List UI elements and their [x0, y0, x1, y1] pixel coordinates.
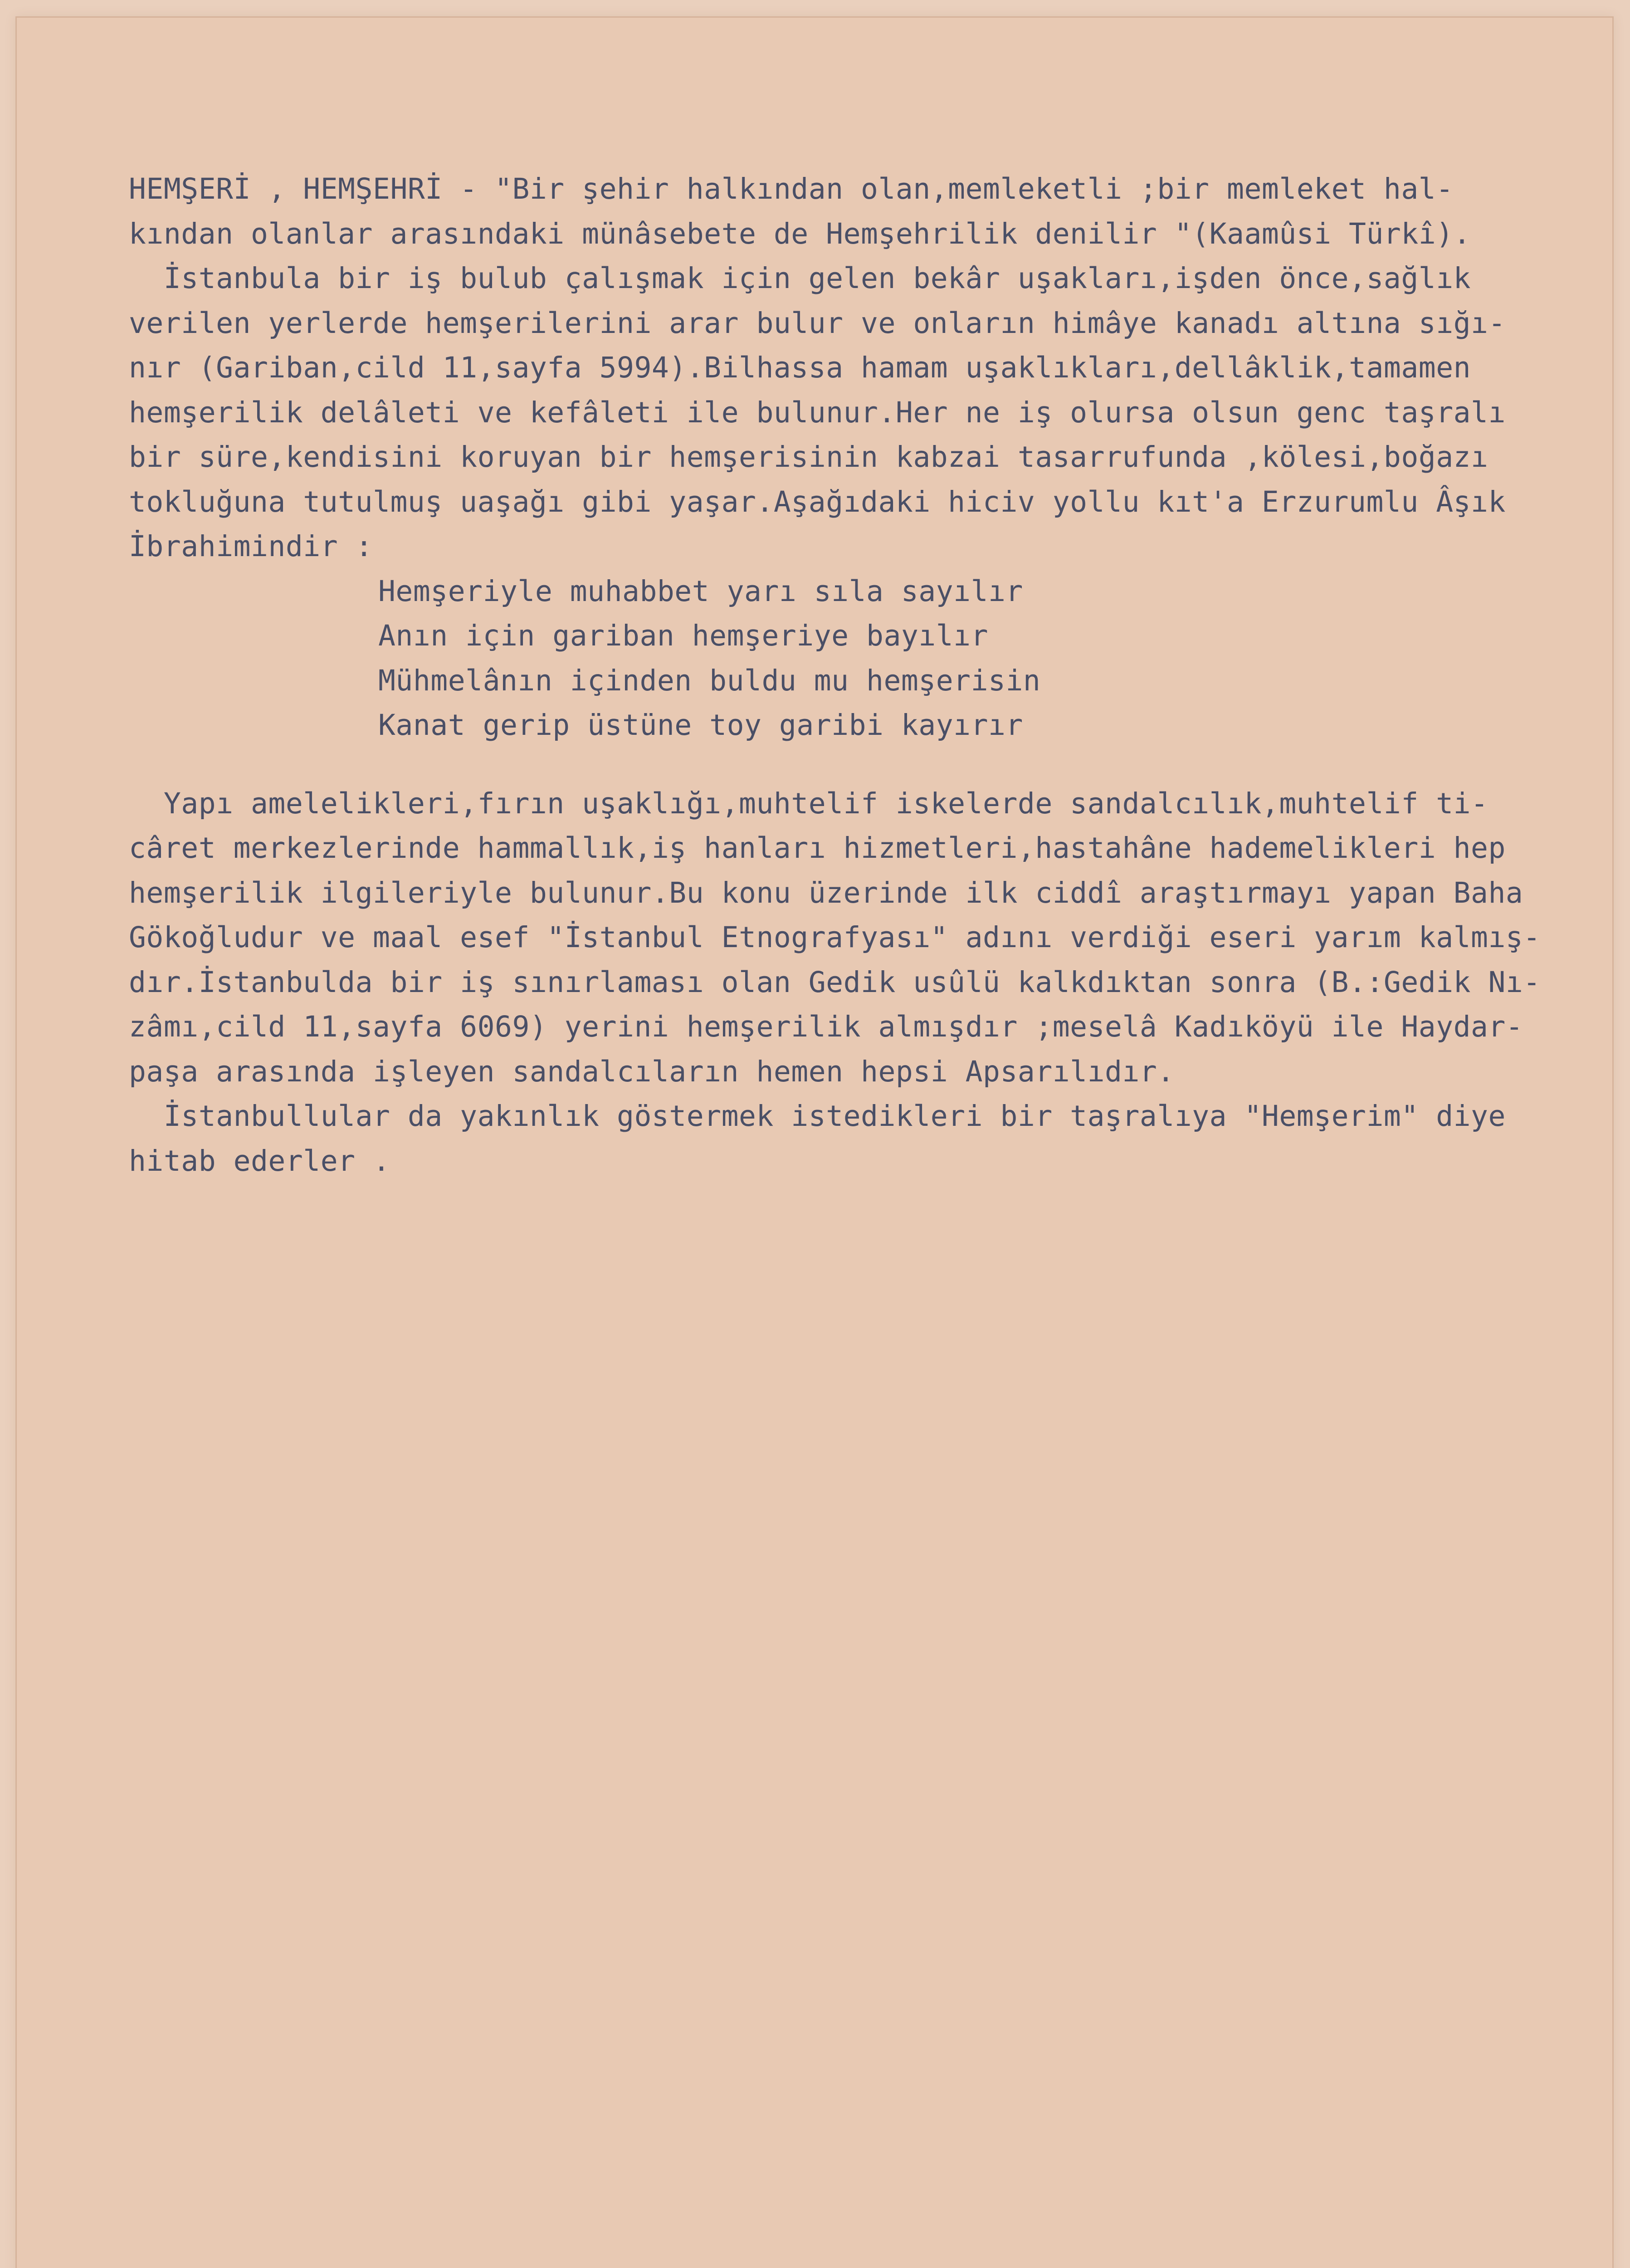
- paragraph-occupations: [129, 782, 1598, 1184]
- text-line: hemşerilik delâleti ve kefâleti ile bulunur.Her ne iş olursa olsun genc taşralı: [129, 396, 1506, 429]
- poem-line: Mühmelânın içinden buldu mu hemşerisin: [378, 664, 1041, 697]
- text-line: Yapı amelelikleri,fırın uşaklığı,muhtelif iskelerde sandalcılık,muhtelif ti-: [129, 787, 1488, 820]
- text-line: İstanbullular da yakınlık göstermek istedikleri bir taşralıya "Hemşerim" diye: [129, 1100, 1506, 1133]
- text-line: hemşerilik ilgileriyle bulunur.Bu konu üzerinde ilk ciddî araştırmayı yapan Baha: [129, 876, 1523, 909]
- text-line: nır (Gariban,cild 11,sayfa 5994).Bilhassa hamam uşaklıkları,dellâklik,tamamen: [129, 351, 1471, 384]
- text-line: kından olanlar arasındaki münâsebete de Hemşehrilik denilir "(Kaamûsi Türkî).: [129, 217, 1471, 250]
- typed-text-body: [129, 167, 1598, 1183]
- text-line: HEMŞERİ , HEMŞEHRİ - "Bir şehir halkından olan,memleketli ;bir memleket hal-: [129, 172, 1454, 205]
- spacer: [129, 748, 1598, 782]
- poem-line: Kanat gerip üstüne toy garibi kayırır: [378, 709, 1023, 742]
- text-line: hitab ederler .: [129, 1144, 390, 1178]
- poem-quatrain: [129, 569, 1598, 748]
- text-line: câret merkezlerinde hammallık,iş hanları hizmetleri,hastahâne hademelikleri hep: [129, 831, 1506, 865]
- text-line: bir süre,kendisini koruyan bir hemşerisinin kabzai tasarrufunda ,kölesi,boğazı: [129, 440, 1488, 474]
- text-line: İbrahimindir :: [129, 530, 373, 563]
- text-line: Gökoğludur ve maal esef "İstanbul Etnografyası" adını verdiği eseri yarım kalmış-: [129, 921, 1541, 954]
- poem-line: Hemşeriyle muhabbet yarı sıla sayılır: [378, 574, 1023, 608]
- typewritten-page: [15, 16, 1614, 2268]
- poem-line: Anın için gariban hemşeriye bayılır: [378, 619, 989, 652]
- text-line: tokluğuna tutulmuş uaşağı gibi yaşar.Aşağıdaki hiciv yollu kıt'a Erzurumlu Âşık: [129, 485, 1506, 518]
- paragraph-hemseri-definition: [129, 167, 1598, 569]
- text-line: paşa arasında işleyen sandalcıların hemen hepsi Apsarılıdır.: [129, 1055, 1175, 1088]
- text-line: zâmı,cild 11,sayfa 6069) yerini hemşerilik almışdır ;meselâ Kadıköyü ile Haydar-: [129, 1010, 1523, 1043]
- text-line: İstanbula bir iş bulub çalışmak için gelen bekâr uşakları,işden önce,sağlık: [129, 262, 1471, 295]
- text-line: dır.İstanbulda bir iş sınırlaması olan Gedik usûlü kalkdıktan sonra (B.:Gedik Nı-: [129, 965, 1541, 999]
- text-line: verilen yerlerde hemşerilerini arar bulur ve onların himâye kanadı altına sığı-: [129, 306, 1506, 340]
